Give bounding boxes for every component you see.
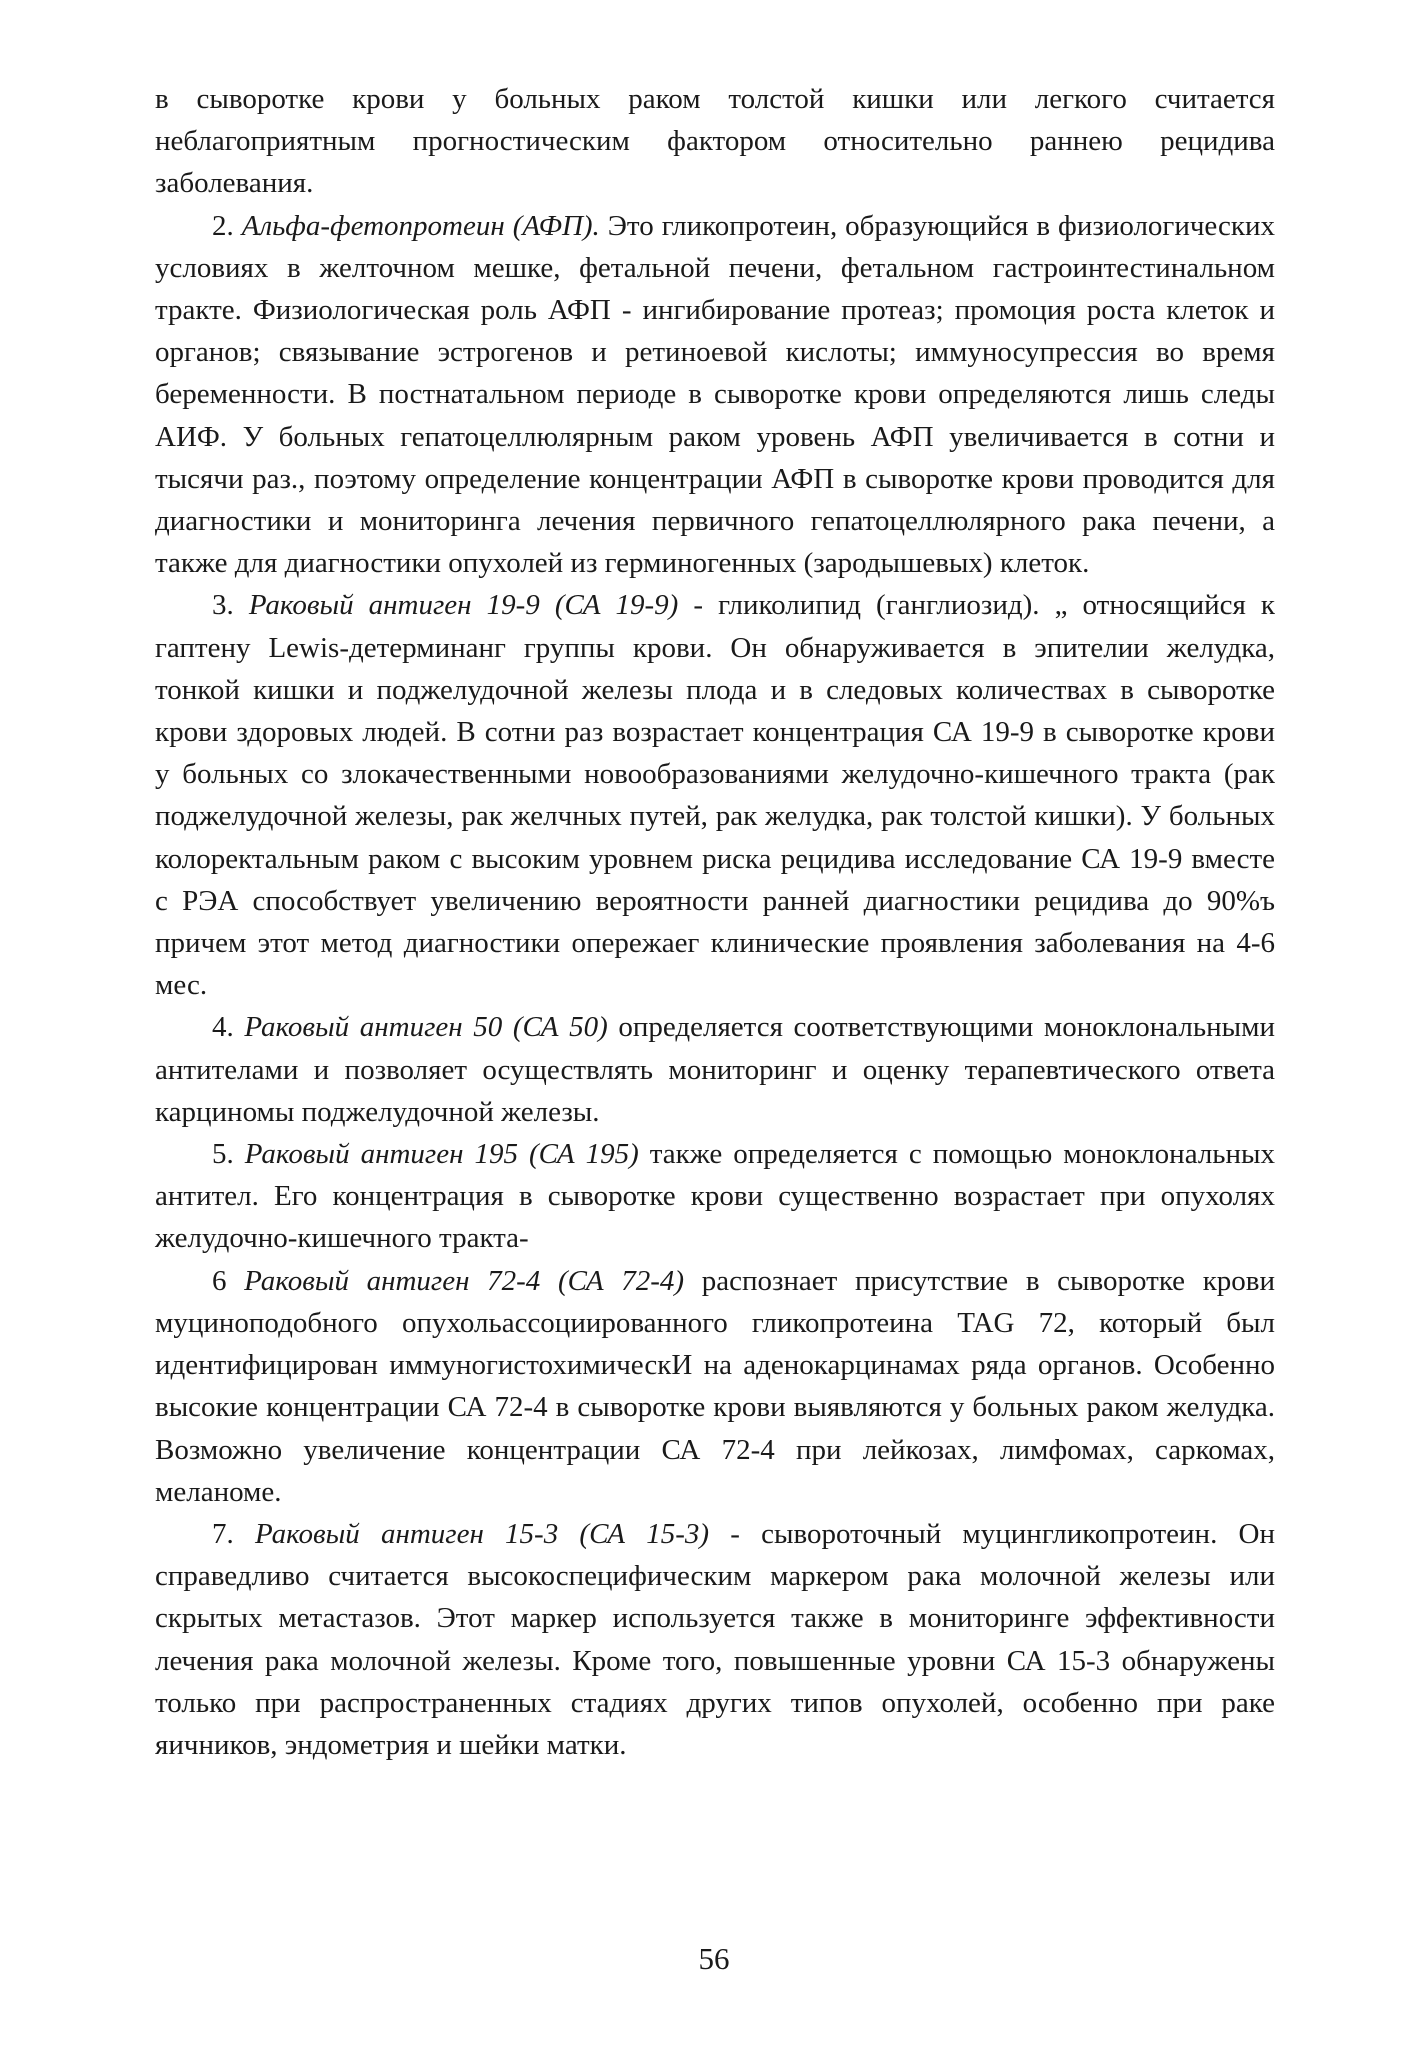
item-number: 3. <box>212 589 234 622</box>
item-ca-72-4 <box>155 1260 1275 1513</box>
item-number: 4. <box>212 1011 234 1044</box>
item-text: распознает присутствие в сыворотке крови муциноподобного опухольассоциированного гликопротеина TAG 72, который был идентифицирован иммуногистохимическИ на аденокарцинамах ряда органов. Особенно высокие концентрации СА 72-4 в сыворотке крови выявляются у больных раком желудка. Возможно увеличение концентрации СА 72-4 при лейкозах, лимфомах, саркомах, меланоме. <box>155 1264 1276 1508</box>
item-number: 7. <box>212 1517 234 1550</box>
page-number: 56 <box>698 1941 730 1976</box>
item-text: определяется соответствующими моноклональными антителами и позволяет осуществлять мониторинг и оценку терапевтического ответа карциномы поджелудочной железы. <box>155 1011 1275 1128</box>
item-title: Раковый антиген 72-4 (СА 72-4) <box>244 1264 685 1297</box>
item-title: Раковый антиген 19-9 (СА 19-9) <box>248 589 679 622</box>
item-ca-15-3 <box>155 1513 1275 1766</box>
item-ca-19-9 <box>155 584 1275 1006</box>
item-text: также определяется с помощью моноклональных антител. Его концентрация в сыворотке крови существенно возрастает при опухолях желудочно-кишечного тракта- <box>155 1138 1276 1255</box>
continuation-paragraph: в сыворотке крови у больных раком толстой кишки или легкого считается неблагоприятным прогностическим фактором относительно раннею рецидива заболевания. <box>155 83 1275 200</box>
item-text: - сывороточный муцингликопротеин. Он справедливо считается высокоспецифическим маркером рака молочной железы или скрытых метастазов. Этот маркер используется также в мониторинге эффективности лечения рака молочной железы. Кроме того, повышенные уровни СА 15-3 обнаружены только при распространенных стадиях других типов опухолей, особенно при раке яичников, эндометрия и шейки матки. <box>155 1517 1275 1761</box>
item-ca-195 <box>155 1133 1275 1260</box>
item-text: Это гликопротеин, образующийся в физиологических условиях в желточном мешке, фетальной печени, фетальном гастроинтестинальном тракте. Физиологическая роль АФП - ингибирование протеаз; промоция роста клеток и органов; связывание эстрогенов и ретиноевой кислоты; иммуносупрессия во время беременности. В постнатальном периоде в сыворотке крови определяются лишь следы АИФ. У больных гепатоцеллюлярным раком уровень АФП увеличивается в сотни и тысячи раз., поэтому определение концентрации АФП в сыворотке крови проводится для диагностики и мониторинга лечения первичного гепатоцеллюлярного рака печени, а также для диагностики опухолей из герминогенных (зародышевых) клеток. <box>155 209 1275 580</box>
item-number: 6 <box>212 1264 227 1297</box>
item-number: 2. <box>212 209 234 242</box>
page-body <box>155 78 1275 1766</box>
item-title: Раковый антиген 50 (СА 50) <box>244 1011 608 1044</box>
item-text: - гликолипид (ганглиозид). „ относящийся к гаптену Lewis-детерминанг группы крови. Он обнаруживается в эпителии желудка, тонкой кишки и поджелудочной железы плода и в следовых количествах в сыворотке крови здоровых людей. В сотни раз возрастает концентрация СА 19-9 в сыворотке крови у больных со злокачественными новообразованиями желудочно-кишечного тракта (рак поджелудочной железы, рак желчных путей, рак желудка, рак толстой кишки). У больных колоректальным раком с высоким уровнем риска рецидива исследование СА 19-9 вместе с РЭА способствует увеличению вероятности ранней диагностики рецидива до 90%ъ причем этот метод диагностики опережаег клинические проявления заболевания на 4-6 мес. <box>155 589 1275 1002</box>
item-title: Раковый антиген 195 (СА 195) <box>244 1138 639 1171</box>
item-title: Раковый антиген 15-3 (СА 15-3) <box>254 1517 710 1550</box>
item-number: 5. <box>212 1138 234 1171</box>
item-title: Альфа-фетопротеин (АФП). <box>241 209 600 242</box>
item-ca-50 <box>155 1006 1275 1133</box>
item-afp <box>155 205 1275 585</box>
